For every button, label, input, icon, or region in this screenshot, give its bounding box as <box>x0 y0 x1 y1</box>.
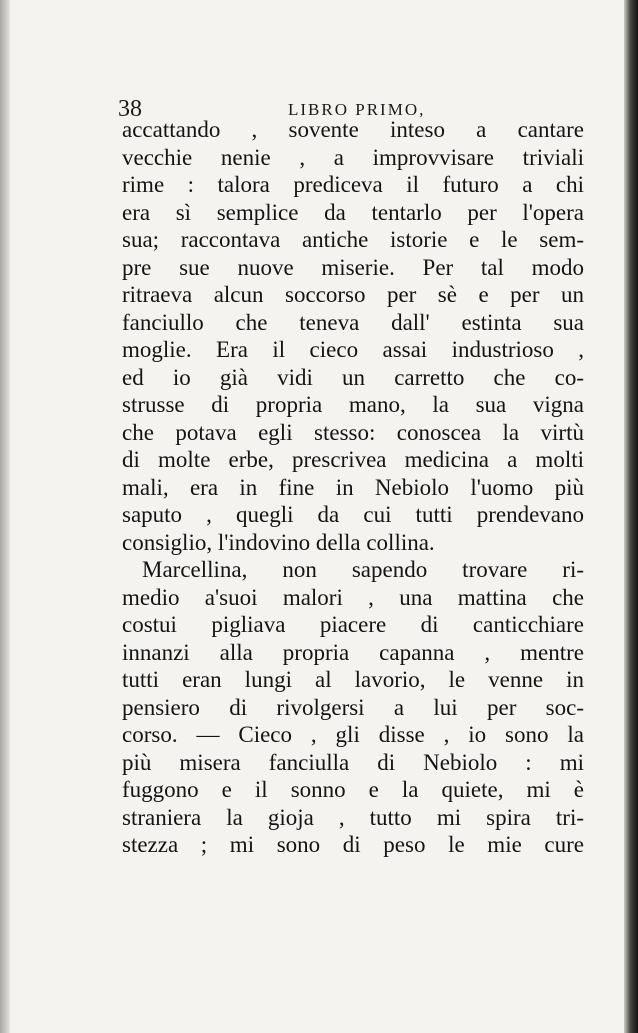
text-line: strusse di propria mano, la sua vigna <box>122 392 584 417</box>
text-line: rime : talora prediceva il futuro a chi <box>122 172 584 197</box>
text-line: innanzi alla propria capanna , mentre <box>122 639 584 665</box>
text-line: costui pigliava piacere di canticchiare <box>122 612 584 637</box>
text-line-paragraph-end: consiglio, l'indovino della collina. <box>122 529 435 555</box>
text-line: mali, era in fine in Nebiolo l'uomo più <box>122 474 584 500</box>
text-line: tutti eran lungi al lavorio, le venne in <box>122 667 584 692</box>
body-text <box>122 116 584 859</box>
text-line: medio a'suoi malori , una mattina che <box>122 584 584 610</box>
text-line: straniera la gioja , tutto mi spira tri- <box>122 804 584 830</box>
page-gutter-shadow <box>0 0 10 1033</box>
book-binding-edge <box>624 0 638 1033</box>
text-line: di molte erbe, prescrivea medicina a molti <box>122 447 584 472</box>
text-line: ritraeva alcun soccorso per sè e per un <box>122 282 584 307</box>
text-line: stezza ; mi sono di peso le mie cure <box>122 832 584 857</box>
text-line: corso. — Cieco , gli disse , io sono la <box>122 722 584 747</box>
text-line: pensiero di rivolgersi a lui per soc- <box>122 694 584 720</box>
text-line: che potava egli stesso: conoscea la virtù <box>122 419 584 445</box>
running-title: LIBRO PRIMO, <box>288 100 426 119</box>
text-line-paragraph-start: Marcellina, non sapendo trovare ri- <box>142 557 584 582</box>
text-line: ed io già vidi un carretto che co- <box>122 364 584 390</box>
page-number: 38 <box>118 96 142 122</box>
text-line: fanciullo che teneva dall' estinta sua <box>122 309 584 335</box>
text-line: accattando , sovente inteso a cantare <box>122 117 584 142</box>
text-line: era sì semplice da tentarlo per l'opera <box>122 199 584 225</box>
text-line: moglie. Era il cieco assai industrioso , <box>122 337 584 362</box>
text-line: saputo , quegli da cui tutti prendevano <box>122 502 584 527</box>
text-line: sua; raccontava antiche istorie e le sem- <box>122 227 584 252</box>
text-line: più misera fanciulla di Nebiolo : mi <box>122 749 584 775</box>
text-line: vecchie nenie , a improvvisare triviali <box>122 144 584 170</box>
text-line: pre sue nuove miserie. Per tal modo <box>122 254 584 280</box>
text-line: fuggono e il sonno e la quiete, mi è <box>122 777 584 802</box>
